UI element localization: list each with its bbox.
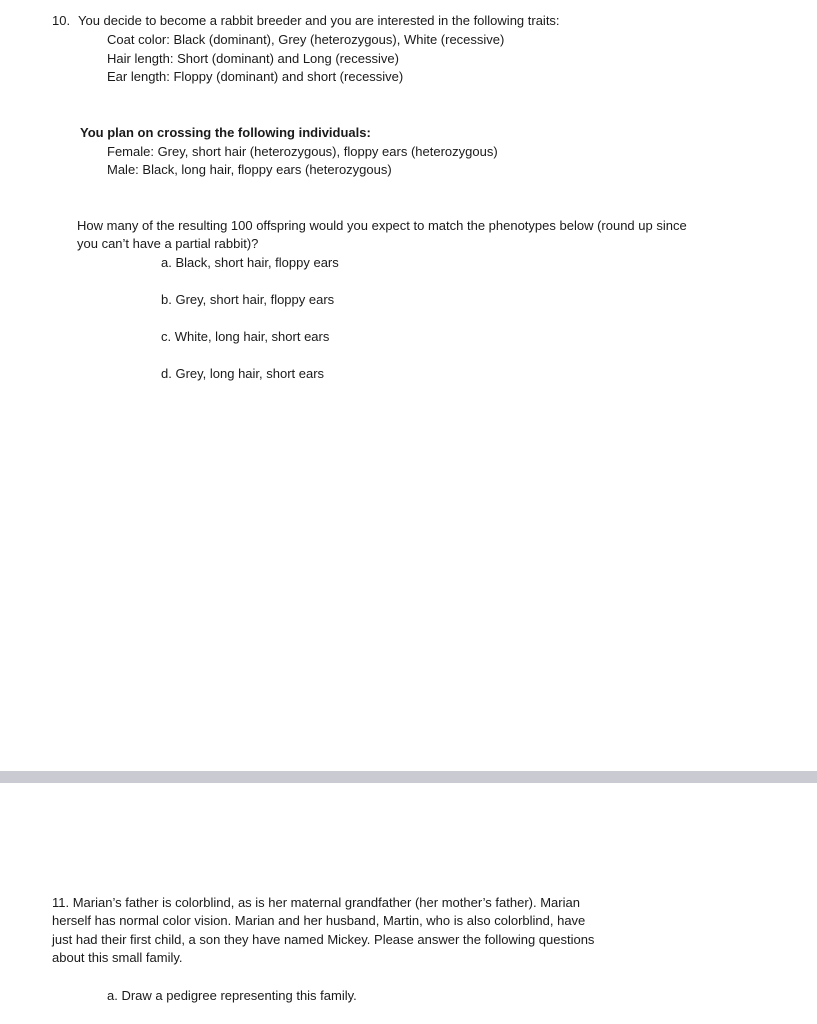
question-11-line-4: about this small family. <box>52 950 183 965</box>
option-a: a. Black, short hair, floppy ears <box>161 255 339 270</box>
question-10-prompt-line-2: you can’t have a partial rabbit)? <box>77 236 259 251</box>
trait-ear-length: Ear length: Floppy (dominant) and short (recessive) <box>107 69 404 84</box>
parent-male: Male: Black, long hair, floppy ears (heterozygous) <box>107 162 392 177</box>
question-11-part-a: a. Draw a pedigree representing this family. <box>107 988 357 1003</box>
trait-coat-color: Coat color: Black (dominant), Grey (heterozygous), White (recessive) <box>107 32 505 47</box>
question-11-line-2: herself has normal color vision. Marian and her husband, Martin, who is also colorblind, have <box>52 913 586 928</box>
cross-heading: You plan on crossing the following individuals: <box>80 125 371 140</box>
option-d: d. Grey, long hair, short ears <box>161 366 325 381</box>
option-b: b. Grey, short hair, floppy ears <box>161 292 335 307</box>
parent-female: Female: Grey, short hair (heterozygous), floppy ears (heterozygous) <box>107 144 498 159</box>
page-break-divider <box>0 771 817 783</box>
question-11-line-1: 11. Marian’s father is colorblind, as is her maternal grandfather (her mother’s father). Marian <box>52 895 580 910</box>
option-c: c. White, long hair, short ears <box>161 329 330 344</box>
question-11-line-3: just had their first child, a son they have named Mickey. Please answer the following questions <box>52 932 595 947</box>
question-10-number: 10. <box>52 13 71 28</box>
question-10-prompt-line-1: How many of the resulting 100 offspring would you expect to match the phenotypes below (round up since <box>77 218 687 233</box>
question-10-intro: You decide to become a rabbit breeder and you are interested in the following traits: <box>78 13 560 28</box>
trait-hair-length: Hair length: Short (dominant) and Long (recessive) <box>107 51 399 66</box>
